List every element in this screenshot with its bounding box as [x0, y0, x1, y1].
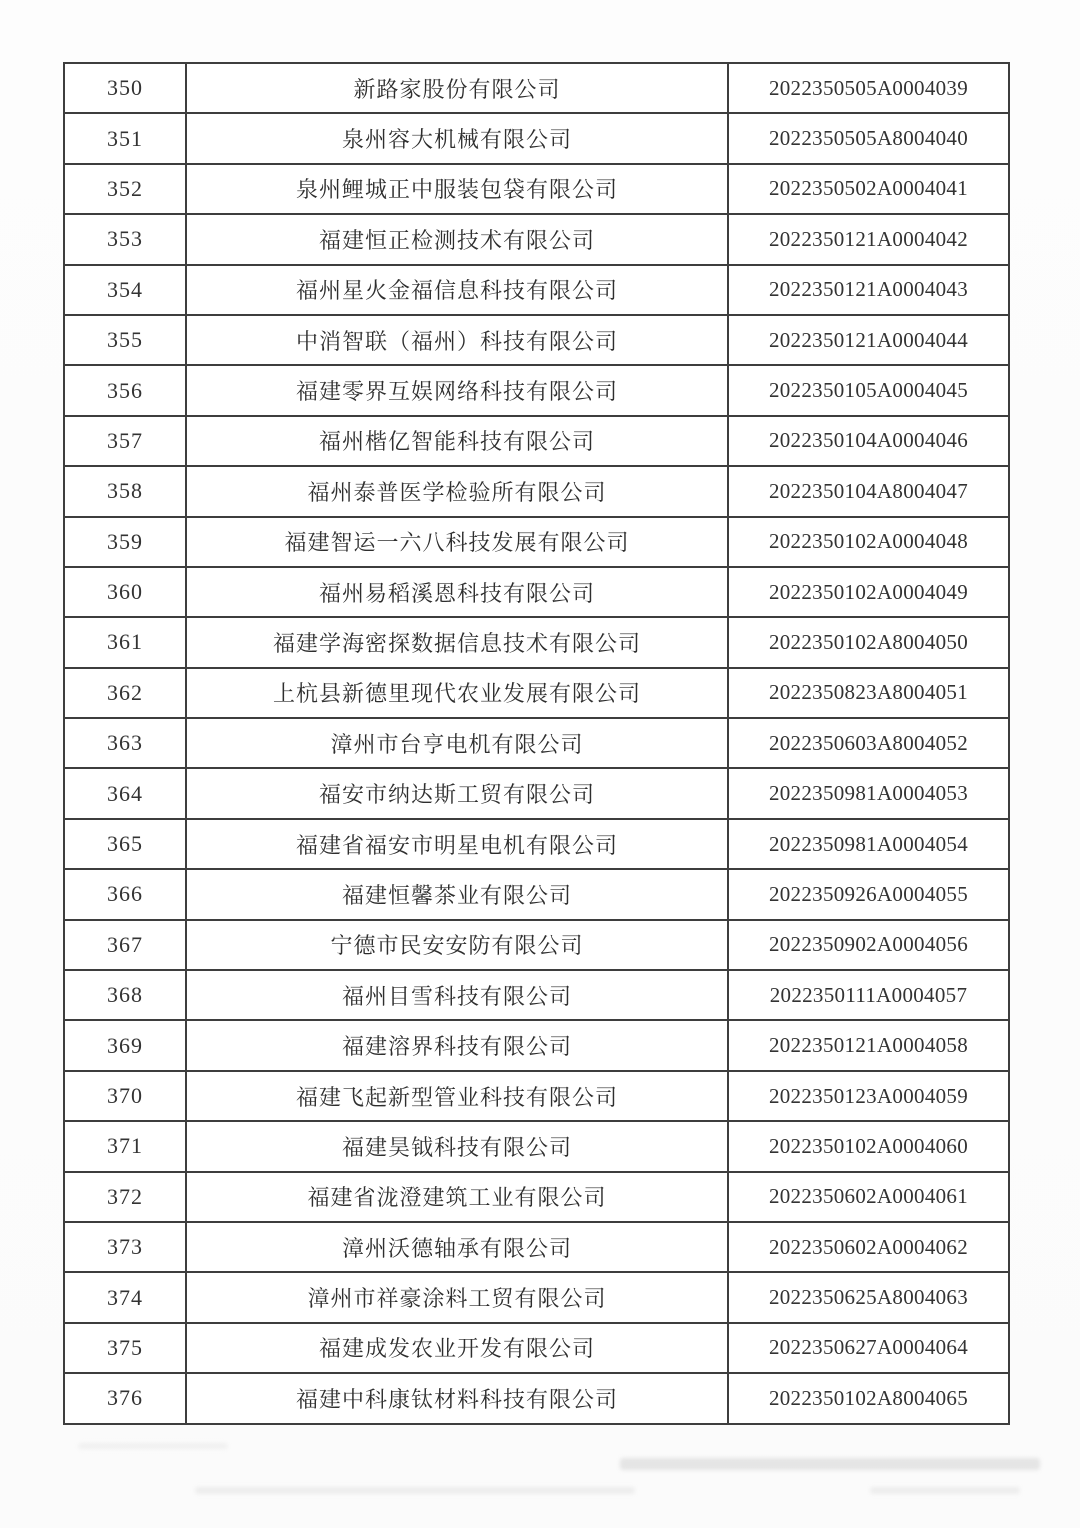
table-row — [64, 1121, 1009, 1171]
table-row — [64, 517, 1009, 567]
table-row — [64, 265, 1009, 315]
faint-watermark-smudge — [78, 1443, 228, 1449]
row-index-cell: 350 — [64, 63, 186, 113]
company-name-cell: 福建成发农业开发有限公司 — [186, 1323, 728, 1373]
company-name-cell: 福州易稻溪恩科技有限公司 — [186, 567, 728, 617]
table-row — [64, 668, 1009, 718]
table-row — [64, 1323, 1009, 1373]
company-name-cell: 福建零界互娱网络科技有限公司 — [186, 365, 728, 415]
table-row — [64, 1222, 1009, 1272]
company-name-cell: 福建恒馨茶业有限公司 — [186, 869, 728, 919]
row-index-cell: 355 — [64, 315, 186, 365]
row-index-cell: 376 — [64, 1373, 186, 1423]
registration-code-cell: 2022350902A0004056 — [728, 920, 1009, 970]
row-index-cell: 368 — [64, 970, 186, 1020]
company-name-cell: 福建省泷澄建筑工业有限公司 — [186, 1172, 728, 1222]
registration-code-cell: 2022350926A0004055 — [728, 869, 1009, 919]
row-index-cell: 371 — [64, 1121, 186, 1171]
registration-code-cell: 2022350121A0004043 — [728, 265, 1009, 315]
row-index-cell: 364 — [64, 768, 186, 818]
table-row — [64, 1071, 1009, 1121]
company-name-cell: 福州星火金福信息科技有限公司 — [186, 265, 728, 315]
faint-watermark-smudge — [620, 1458, 1040, 1470]
table-row — [64, 63, 1009, 113]
row-index-cell: 353 — [64, 214, 186, 264]
row-index-cell: 354 — [64, 265, 186, 315]
registration-code-cell: 2022350102A8004065 — [728, 1373, 1009, 1423]
company-name-cell: 福安市纳达斯工贸有限公司 — [186, 768, 728, 818]
table-row — [64, 819, 1009, 869]
table-row — [64, 920, 1009, 970]
registration-code-cell: 2022350104A0004046 — [728, 416, 1009, 466]
company-list-body — [64, 63, 1009, 1424]
table-row — [64, 567, 1009, 617]
registration-code-cell: 2022350602A0004061 — [728, 1172, 1009, 1222]
faint-watermark-smudge — [870, 1487, 1020, 1494]
table-row — [64, 1020, 1009, 1070]
company-name-cell: 漳州市台亨电机有限公司 — [186, 718, 728, 768]
table-row — [64, 970, 1009, 1020]
table-row — [64, 416, 1009, 466]
company-name-cell: 福州目雪科技有限公司 — [186, 970, 728, 1020]
registration-code-cell: 2022350505A0004039 — [728, 63, 1009, 113]
company-name-cell: 漳州市祥豪涂料工贸有限公司 — [186, 1272, 728, 1322]
registration-code-cell: 2022350111A0004057 — [728, 970, 1009, 1020]
row-index-cell: 356 — [64, 365, 186, 415]
table-row — [64, 617, 1009, 667]
company-name-cell: 泉州鲤城正中服装包袋有限公司 — [186, 164, 728, 214]
registration-code-cell: 2022350627A0004064 — [728, 1323, 1009, 1373]
registration-code-cell: 2022350105A0004045 — [728, 365, 1009, 415]
company-name-cell: 福建学海密探数据信息技术有限公司 — [186, 617, 728, 667]
registration-code-cell: 2022350981A0004054 — [728, 819, 1009, 869]
registration-code-cell: 2022350102A0004060 — [728, 1121, 1009, 1171]
registration-code-cell: 2022350505A8004040 — [728, 113, 1009, 163]
company-name-cell: 中消智联（福州）科技有限公司 — [186, 315, 728, 365]
company-name-cell: 福建飞起新型管业科技有限公司 — [186, 1071, 728, 1121]
company-name-cell: 新路家股份有限公司 — [186, 63, 728, 113]
company-name-cell: 福建昊钺科技有限公司 — [186, 1121, 728, 1171]
registration-code-cell: 2022350603A8004052 — [728, 718, 1009, 768]
registration-code-cell: 2022350823A8004051 — [728, 668, 1009, 718]
registration-code-cell: 2022350102A0004049 — [728, 567, 1009, 617]
row-index-cell: 360 — [64, 567, 186, 617]
row-index-cell: 375 — [64, 1323, 186, 1373]
company-name-cell: 福州泰普医学检验所有限公司 — [186, 466, 728, 516]
company-name-cell: 福州楷亿智能科技有限公司 — [186, 416, 728, 466]
row-index-cell: 370 — [64, 1071, 186, 1121]
company-name-cell: 宁德市民安安防有限公司 — [186, 920, 728, 970]
row-index-cell: 367 — [64, 920, 186, 970]
table-row — [64, 365, 1009, 415]
row-index-cell: 362 — [64, 668, 186, 718]
row-index-cell: 351 — [64, 113, 186, 163]
row-index-cell: 352 — [64, 164, 186, 214]
registration-code-cell: 2022350981A0004053 — [728, 768, 1009, 818]
table-row — [64, 768, 1009, 818]
registration-code-cell: 2022350625A8004063 — [728, 1272, 1009, 1322]
row-index-cell: 369 — [64, 1020, 186, 1070]
registration-code-cell: 2022350121A0004042 — [728, 214, 1009, 264]
row-index-cell: 361 — [64, 617, 186, 667]
registration-code-cell: 2022350102A0004048 — [728, 517, 1009, 567]
table-row — [64, 315, 1009, 365]
row-index-cell: 373 — [64, 1222, 186, 1272]
row-index-cell: 374 — [64, 1272, 186, 1322]
row-index-cell: 358 — [64, 466, 186, 516]
row-index-cell: 372 — [64, 1172, 186, 1222]
row-index-cell: 357 — [64, 416, 186, 466]
company-name-cell: 泉州容大机械有限公司 — [186, 113, 728, 163]
registration-code-cell: 2022350121A0004058 — [728, 1020, 1009, 1070]
table-row — [64, 718, 1009, 768]
row-index-cell: 365 — [64, 819, 186, 869]
company-name-cell: 福建智运一六八科技发展有限公司 — [186, 517, 728, 567]
table-row — [64, 164, 1009, 214]
row-index-cell: 359 — [64, 517, 186, 567]
table-row — [64, 214, 1009, 264]
company-name-cell: 福建溶界科技有限公司 — [186, 1020, 728, 1070]
company-name-cell: 福建中科康钛材料科技有限公司 — [186, 1373, 728, 1423]
company-list-table — [63, 62, 1010, 1425]
table-row — [64, 113, 1009, 163]
company-name-cell: 福建省福安市明星电机有限公司 — [186, 819, 728, 869]
registration-code-cell: 2022350502A0004041 — [728, 164, 1009, 214]
table-row — [64, 869, 1009, 919]
company-name-cell: 上杭县新德里现代农业发展有限公司 — [186, 668, 728, 718]
table-row — [64, 466, 1009, 516]
registration-code-cell: 2022350104A8004047 — [728, 466, 1009, 516]
row-index-cell: 366 — [64, 869, 186, 919]
faint-watermark-smudge — [195, 1487, 635, 1494]
registration-code-cell: 2022350602A0004062 — [728, 1222, 1009, 1272]
registration-code-cell: 2022350123A0004059 — [728, 1071, 1009, 1121]
row-index-cell: 363 — [64, 718, 186, 768]
registration-code-cell: 2022350121A0004044 — [728, 315, 1009, 365]
table-row — [64, 1272, 1009, 1322]
registration-code-cell: 2022350102A8004050 — [728, 617, 1009, 667]
company-name-cell: 漳州沃德轴承有限公司 — [186, 1222, 728, 1272]
table-row — [64, 1373, 1009, 1423]
table-row — [64, 1172, 1009, 1222]
company-name-cell: 福建恒正检测技术有限公司 — [186, 214, 728, 264]
